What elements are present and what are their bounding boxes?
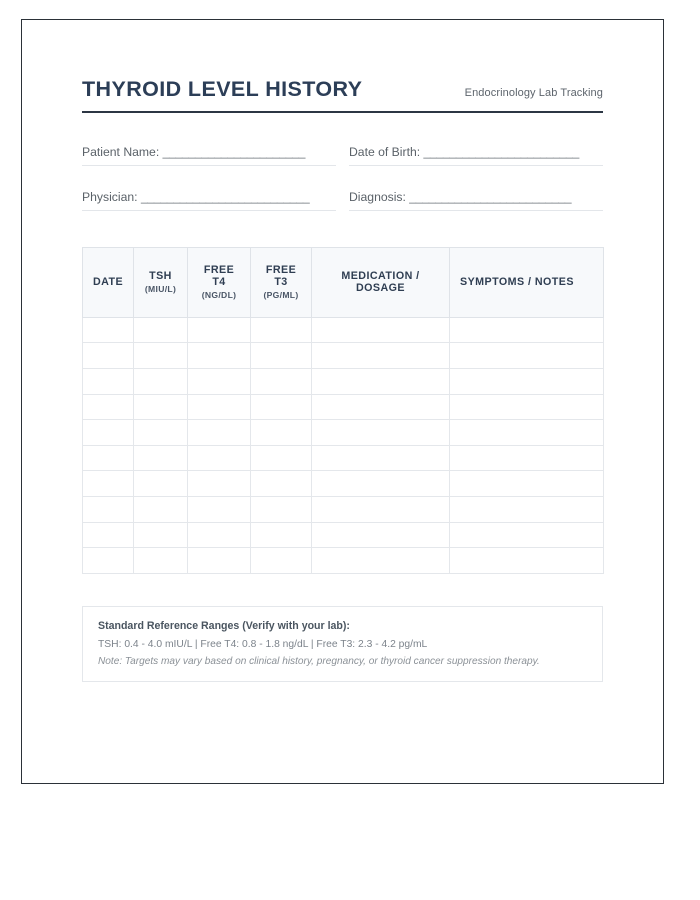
column-title-free-t3-line1: FREE [265, 264, 297, 277]
field-fill-diagnosis: _________________________ [409, 189, 572, 204]
table-cell[interactable] [251, 471, 312, 497]
table-cell[interactable] [251, 420, 312, 446]
table-cell[interactable] [188, 420, 251, 446]
table-cell[interactable] [188, 496, 251, 522]
table-row [83, 420, 604, 446]
patient-info-fields [82, 145, 603, 235]
field-physician[interactable] [82, 190, 336, 211]
document-content [82, 78, 603, 682]
table-cell[interactable] [134, 471, 188, 497]
table-cell[interactable] [450, 496, 604, 522]
column-header-symptoms-notes [450, 247, 604, 317]
title-divider [82, 111, 603, 113]
column-title-free-t3-line2: T3 [274, 276, 288, 289]
table-cell[interactable] [251, 445, 312, 471]
table-cell[interactable] [251, 317, 312, 343]
table-cell[interactable] [251, 548, 312, 574]
table-cell[interactable] [450, 369, 604, 395]
table-cell[interactable] [188, 522, 251, 548]
table-cell[interactable] [83, 471, 134, 497]
header-subtitle: Endocrinology Lab Tracking [464, 86, 603, 99]
column-unit-free-t4: (NG/DL) [201, 290, 237, 301]
column-title-medication-line2: DOSAGE [355, 282, 406, 295]
table-cell[interactable] [83, 369, 134, 395]
table-cell[interactable] [83, 522, 134, 548]
table-cell[interactable] [312, 522, 450, 548]
column-header-free-t4 [188, 247, 251, 317]
table-cell[interactable] [312, 548, 450, 574]
table-cell[interactable] [188, 394, 251, 420]
document-page [21, 19, 664, 784]
table-cell[interactable] [450, 394, 604, 420]
table-header-row [83, 247, 604, 317]
reference-values: TSH: 0.4 - 4.0 mIU/L | Free T4: 0.8 - 1.8 ng/dL | Free T3: 2.3 - 4.2 pg/mL [98, 638, 428, 650]
table-row [83, 471, 604, 497]
column-title-symptoms-notes: SYMPTOMS / NOTES [460, 276, 574, 289]
table-row [83, 317, 604, 343]
thyroid-lab-table [82, 247, 604, 574]
table-cell[interactable] [134, 317, 188, 343]
column-title-free-t4-line2: T4 [212, 276, 226, 289]
table-cell[interactable] [312, 369, 450, 395]
table-cell[interactable] [251, 522, 312, 548]
table-cell[interactable] [450, 471, 604, 497]
table-cell[interactable] [134, 369, 188, 395]
table-cell[interactable] [83, 496, 134, 522]
field-fill-physician: __________________________ [140, 189, 310, 204]
column-title-medication-line1: MEDICATION / [341, 270, 420, 283]
table-cell[interactable] [450, 548, 604, 574]
table-cell[interactable] [450, 445, 604, 471]
reference-note: Note: Targets may vary based on clinical history, pregnancy, or thyroid cancer suppression therapy. [98, 655, 540, 667]
field-label-patient-name: Patient Name: [82, 144, 160, 159]
field-diagnosis[interactable] [349, 190, 603, 211]
column-title-free-t4-line1: FREE [203, 264, 235, 277]
table-cell[interactable] [312, 343, 450, 369]
table-cell[interactable] [83, 420, 134, 446]
table-cell[interactable] [312, 420, 450, 446]
table-cell[interactable] [312, 471, 450, 497]
table-cell[interactable] [83, 548, 134, 574]
table-cell[interactable] [450, 317, 604, 343]
table-cell[interactable] [83, 394, 134, 420]
table-row [83, 445, 604, 471]
reference-ranges-box [82, 606, 603, 682]
reference-title: Standard Reference Ranges (Verify with your lab): [98, 619, 350, 632]
field-label-physician: Physician: [82, 189, 138, 204]
column-title-tsh: TSH [149, 270, 172, 283]
table-cell[interactable] [134, 496, 188, 522]
field-label-diagnosis: Diagnosis: [349, 189, 406, 204]
table-cell[interactable] [188, 369, 251, 395]
table-cell[interactable] [83, 317, 134, 343]
field-date-of-birth[interactable] [349, 145, 603, 166]
table-cell[interactable] [450, 343, 604, 369]
table-cell[interactable] [134, 548, 188, 574]
table-cell[interactable] [251, 343, 312, 369]
column-unit-tsh: (MIU/L) [144, 284, 177, 295]
field-fill-patient-name: ______________________ [162, 144, 306, 159]
table-cell[interactable] [188, 445, 251, 471]
table-row [83, 548, 604, 574]
table-cell[interactable] [83, 343, 134, 369]
column-title-date: DATE [92, 276, 124, 289]
table-cell[interactable] [188, 548, 251, 574]
table-cell[interactable] [188, 471, 251, 497]
table-cell[interactable] [134, 420, 188, 446]
table-cell[interactable] [134, 522, 188, 548]
column-header-free-t3 [251, 247, 312, 317]
table-row [83, 369, 604, 395]
column-header-date [83, 247, 134, 317]
table-cell[interactable] [134, 445, 188, 471]
table-cell[interactable] [251, 369, 312, 395]
table-cell[interactable] [312, 445, 450, 471]
table-cell[interactable] [134, 343, 188, 369]
table-row [83, 522, 604, 548]
table-cell[interactable] [251, 496, 312, 522]
field-patient-name[interactable] [82, 145, 336, 166]
table-cell[interactable] [450, 522, 604, 548]
field-fill-date-of-birth: ________________________ [423, 144, 580, 159]
table-row [83, 343, 604, 369]
table-cell[interactable] [312, 317, 450, 343]
table-cell[interactable] [251, 394, 312, 420]
table-cell[interactable] [312, 394, 450, 420]
table-cell[interactable] [188, 343, 251, 369]
table-cell[interactable] [188, 317, 251, 343]
column-unit-free-t3: (PG/ML) [263, 290, 299, 301]
page-title: THYROID LEVEL HISTORY [82, 77, 363, 101]
table-cell[interactable] [83, 445, 134, 471]
table-row [83, 496, 604, 522]
table-cell[interactable] [450, 420, 604, 446]
document-header [82, 78, 603, 111]
field-label-date-of-birth: Date of Birth: [349, 144, 421, 159]
table-cell[interactable] [134, 394, 188, 420]
column-header-medication-dosage [312, 247, 450, 317]
table-body [83, 317, 604, 573]
table-cell[interactable] [312, 496, 450, 522]
column-header-tsh [134, 247, 188, 317]
table-row [83, 394, 604, 420]
